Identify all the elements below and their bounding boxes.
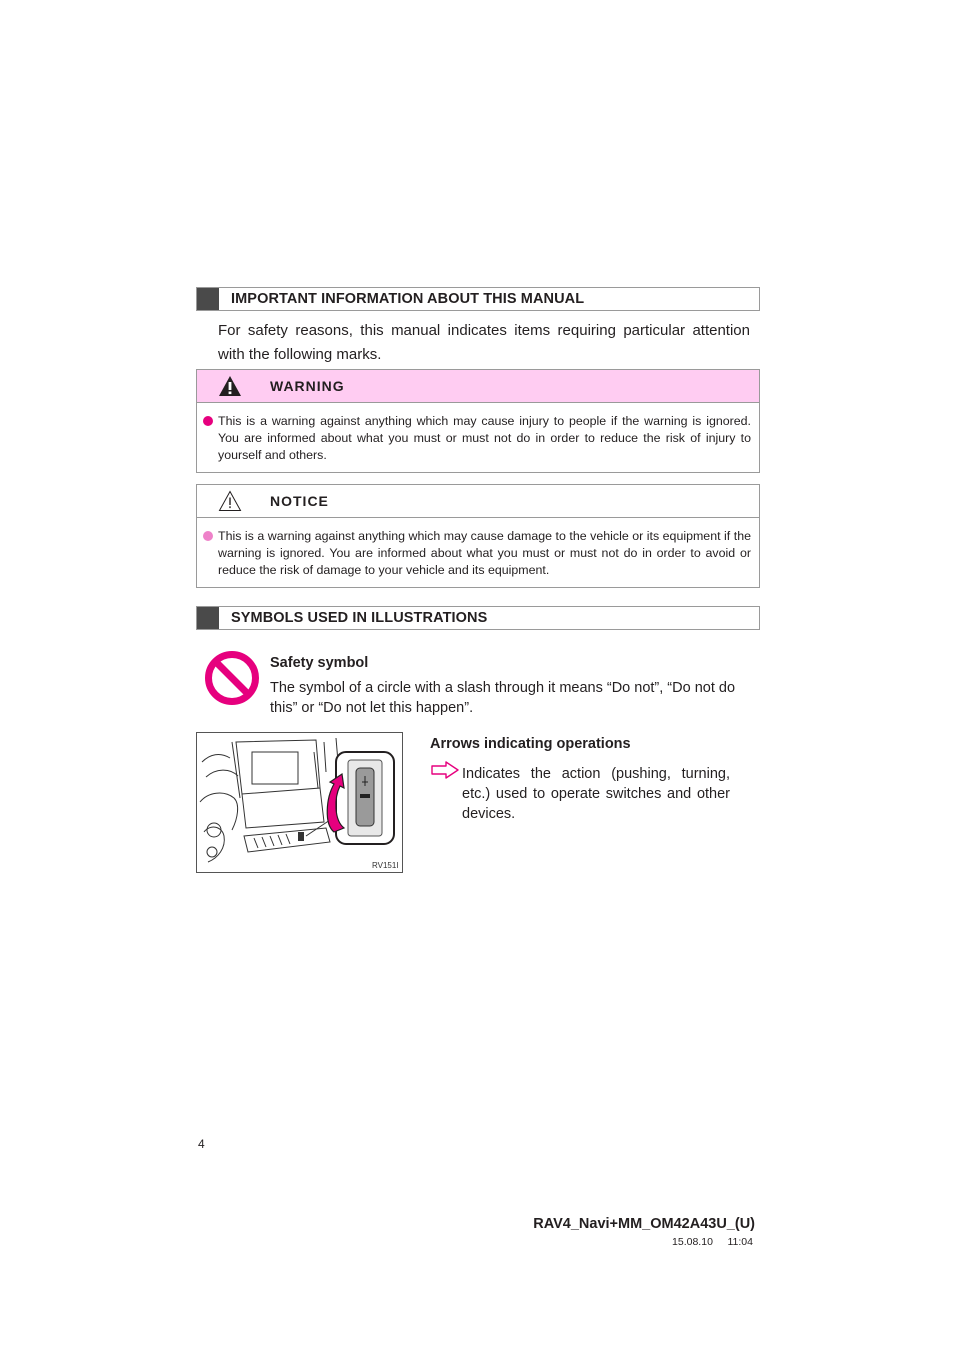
bullet-icon	[203, 531, 213, 541]
section-header-important	[196, 287, 760, 311]
notice-item	[203, 528, 751, 579]
warning-box	[196, 369, 760, 473]
warning-item	[203, 413, 751, 464]
section-header-symbols	[196, 606, 760, 630]
notice-label: NOTICE	[270, 493, 329, 509]
arrow-right-icon	[431, 761, 459, 779]
arrows-description: Indicates the action (pushing, turning, etc.) used to operate switches and other devices.	[462, 766, 730, 822]
timestamp: 15.08.10 11:04	[672, 1236, 753, 1248]
illustration-code: RV151I	[372, 861, 399, 870]
warning-header	[197, 370, 759, 403]
section-title: SYMBOLS USED IN ILLUSTRATIONS	[231, 610, 488, 626]
notice-triangle-icon	[218, 490, 242, 512]
dashboard-illustration	[196, 732, 403, 873]
document-id: RAV4_Navi+MM_OM42A43U_(U)	[533, 1216, 755, 1232]
warning-triangle-icon	[218, 375, 242, 397]
safety-symbol-description: The symbol of a circle with a slash through it means “Do not”, “Do not do this” or “Do not let this happen”.	[270, 680, 736, 716]
bullet-icon	[203, 416, 213, 426]
notice-text: This is a warning against anything which may cause damage to the vehicle or its equipment if the warning is ignored. You are informed about what you must or must not do in order to avoid or reduce the risk of damage to your vehicle and its equipment.	[218, 529, 751, 577]
prohibited-icon	[204, 650, 260, 706]
safety-symbol-title: Safety symbol	[270, 655, 369, 671]
section-marker	[197, 607, 219, 629]
notice-box	[196, 484, 760, 588]
warning-text: This is a warning against anything which may cause injury to people if the warning is ignored. You are informed about what you must or must not do in order to reduce the risk of injury to yourself and others.	[218, 414, 751, 462]
notice-header	[197, 485, 759, 518]
section-title: IMPORTANT INFORMATION ABOUT THIS MANUAL	[231, 291, 585, 307]
intro-paragraph: For safety reasons, this manual indicates items requiring particular attention with the following marks.	[218, 322, 750, 363]
page-number: 4	[198, 1137, 205, 1151]
arrows-title: Arrows indicating operations	[430, 736, 631, 752]
warning-label: WARNING	[270, 378, 345, 394]
section-marker	[197, 288, 219, 310]
